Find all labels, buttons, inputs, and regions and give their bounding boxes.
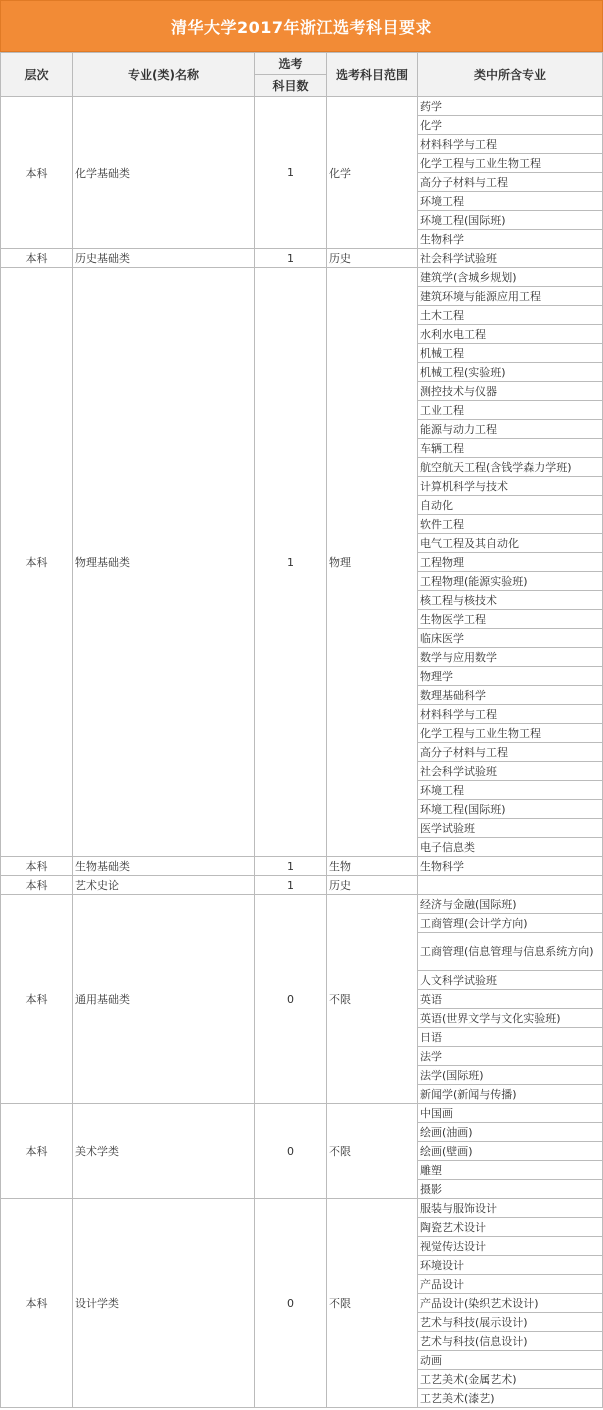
header-range: 选考科目范围 xyxy=(327,53,418,97)
major-cell: 工艺美术(金属艺术) xyxy=(418,1370,603,1389)
major-cell: 中国画 xyxy=(418,1104,603,1123)
major-cell: 人文科学试验班 xyxy=(418,971,603,990)
group-range-cell: 生物 xyxy=(327,857,418,876)
major-cell: 工商管理(信息管理与信息系统方向) xyxy=(418,933,603,971)
major-cell: 电子信息类 xyxy=(418,838,603,857)
group-level-cell: 本科 xyxy=(1,876,73,895)
header-level: 层次 xyxy=(1,53,73,97)
group-level-cell: 本科 xyxy=(1,857,73,876)
table-row xyxy=(1,249,603,268)
group-name-cell: 通用基础类 xyxy=(73,895,255,1104)
major-cell: 环境工程(国际班) xyxy=(418,211,603,230)
major-cell: 高分子材料与工程 xyxy=(418,173,603,192)
major-cell: 环境工程(国际班) xyxy=(418,800,603,819)
header-name: 专业(类)名称 xyxy=(73,53,255,97)
table-row xyxy=(1,895,603,914)
major-cell: 雕塑 xyxy=(418,1161,603,1180)
table-row xyxy=(1,1199,603,1218)
major-cell: 动画 xyxy=(418,1351,603,1370)
group-range-cell: 不限 xyxy=(327,1199,418,1408)
major-cell: 环境工程 xyxy=(418,781,603,800)
major-cell: 测控技术与仪器 xyxy=(418,382,603,401)
major-cell: 生物科学 xyxy=(418,857,603,876)
group-range-cell: 历史 xyxy=(327,249,418,268)
major-cell: 经济与金融(国际班) xyxy=(418,895,603,914)
group-name-cell: 历史基础类 xyxy=(73,249,255,268)
group-count-cell: 0 xyxy=(255,1104,327,1199)
major-cell: 临床医学 xyxy=(418,629,603,648)
major-cell: 电气工程及其自动化 xyxy=(418,534,603,553)
subject-requirements-table xyxy=(0,52,603,1408)
major-cell: 日语 xyxy=(418,1028,603,1047)
major-cell: 软件工程 xyxy=(418,515,603,534)
group-range-cell: 化学 xyxy=(327,97,418,249)
group-level-cell: 本科 xyxy=(1,97,73,249)
table-body xyxy=(1,97,603,1408)
major-cell: 航空航天工程(含钱学森力学班) xyxy=(418,458,603,477)
group-count-cell: 1 xyxy=(255,268,327,857)
major-cell: 数学与应用数学 xyxy=(418,648,603,667)
major-cell: 化学 xyxy=(418,116,603,135)
major-cell: 英语 xyxy=(418,990,603,1009)
major-cell: 机械工程 xyxy=(418,344,603,363)
table-header xyxy=(1,53,603,97)
major-cell: 绘画(壁画) xyxy=(418,1142,603,1161)
group-level-cell: 本科 xyxy=(1,1199,73,1408)
major-cell: 工程物理(能源实验班) xyxy=(418,572,603,591)
major-cell: 社会科学试验班 xyxy=(418,249,603,268)
major-cell: 生物医学工程 xyxy=(418,610,603,629)
major-cell: 核工程与核技术 xyxy=(418,591,603,610)
group-range-cell: 不限 xyxy=(327,1104,418,1199)
major-cell: 环境设计 xyxy=(418,1256,603,1275)
table-row xyxy=(1,857,603,876)
major-cell: 产品设计(染织艺术设计) xyxy=(418,1294,603,1313)
group-range-cell: 历史 xyxy=(327,876,418,895)
header-count-top: 选考 xyxy=(255,53,327,75)
group-name-cell: 设计学类 xyxy=(73,1199,255,1408)
major-cell xyxy=(418,876,603,895)
major-cell: 法学 xyxy=(418,1047,603,1066)
major-cell: 环境工程 xyxy=(418,192,603,211)
major-cell: 药学 xyxy=(418,97,603,116)
major-cell: 摄影 xyxy=(418,1180,603,1199)
major-cell: 医学试验班 xyxy=(418,819,603,838)
major-cell: 机械工程(实验班) xyxy=(418,363,603,382)
major-cell: 英语(世界文学与文化实验班) xyxy=(418,1009,603,1028)
major-cell: 土木工程 xyxy=(418,306,603,325)
major-cell: 化学工程与工业生物工程 xyxy=(418,724,603,743)
table-row xyxy=(1,1104,603,1123)
table-row xyxy=(1,876,603,895)
header-count-bottom: 科目数 xyxy=(255,75,327,97)
group-level-cell: 本科 xyxy=(1,268,73,857)
group-range-cell: 不限 xyxy=(327,895,418,1104)
major-cell: 艺术与科技(信息设计) xyxy=(418,1332,603,1351)
page-title: 清华大学2017年浙江选考科目要求 xyxy=(0,0,603,52)
group-level-cell: 本科 xyxy=(1,1104,73,1199)
group-name-cell: 物理基础类 xyxy=(73,268,255,857)
major-cell: 产品设计 xyxy=(418,1275,603,1294)
major-cell: 工商管理(会计学方向) xyxy=(418,914,603,933)
major-cell: 物理学 xyxy=(418,667,603,686)
major-cell: 陶瓷艺术设计 xyxy=(418,1218,603,1237)
major-cell: 建筑学(含城乡规划) xyxy=(418,268,603,287)
group-name-cell: 艺术史论 xyxy=(73,876,255,895)
group-name-cell: 美术学类 xyxy=(73,1104,255,1199)
group-level-cell: 本科 xyxy=(1,895,73,1104)
major-cell: 数理基础科学 xyxy=(418,686,603,705)
major-cell: 建筑环境与能源应用工程 xyxy=(418,287,603,306)
group-count-cell: 1 xyxy=(255,857,327,876)
major-cell: 艺术与科技(展示设计) xyxy=(418,1313,603,1332)
group-range-cell: 物理 xyxy=(327,268,418,857)
group-level-cell: 本科 xyxy=(1,249,73,268)
major-cell: 材料科学与工程 xyxy=(418,135,603,154)
major-cell: 视觉传达设计 xyxy=(418,1237,603,1256)
group-name-cell: 生物基础类 xyxy=(73,857,255,876)
group-count-cell: 0 xyxy=(255,895,327,1104)
group-count-cell: 1 xyxy=(255,249,327,268)
major-cell: 高分子材料与工程 xyxy=(418,743,603,762)
group-count-cell: 1 xyxy=(255,876,327,895)
major-cell: 工程物理 xyxy=(418,553,603,572)
major-cell: 材料科学与工程 xyxy=(418,705,603,724)
group-count-cell: 1 xyxy=(255,97,327,249)
group-name-cell: 化学基础类 xyxy=(73,97,255,249)
major-cell: 法学(国际班) xyxy=(418,1066,603,1085)
major-cell: 能源与动力工程 xyxy=(418,420,603,439)
major-cell: 车辆工程 xyxy=(418,439,603,458)
major-cell: 社会科学试验班 xyxy=(418,762,603,781)
major-cell: 水利水电工程 xyxy=(418,325,603,344)
major-cell: 服装与服饰设计 xyxy=(418,1199,603,1218)
major-cell: 绘画(油画) xyxy=(418,1123,603,1142)
major-cell: 化学工程与工业生物工程 xyxy=(418,154,603,173)
major-cell: 生物科学 xyxy=(418,230,603,249)
group-count-cell: 0 xyxy=(255,1199,327,1408)
major-cell: 自动化 xyxy=(418,496,603,515)
header-majors: 类中所含专业 xyxy=(418,53,603,97)
major-cell: 工艺美术(漆艺) xyxy=(418,1389,603,1408)
major-cell: 计算机科学与技术 xyxy=(418,477,603,496)
major-cell: 工业工程 xyxy=(418,401,603,420)
major-cell: 新闻学(新闻与传播) xyxy=(418,1085,603,1104)
table-row xyxy=(1,97,603,116)
table-row xyxy=(1,268,603,287)
